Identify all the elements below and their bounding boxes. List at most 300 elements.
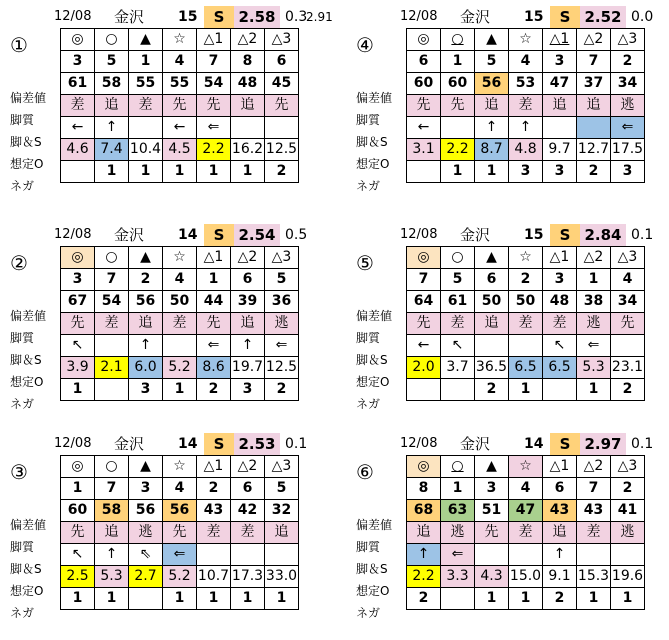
table-row	[407, 357, 645, 379]
mark-cell: ▲	[129, 456, 163, 478]
odds-cell: 2.2	[441, 139, 475, 161]
table-row	[407, 51, 645, 73]
mark-cell: ☆	[509, 247, 543, 269]
race-header	[4, 6, 333, 28]
table-row	[61, 73, 299, 95]
table-row	[61, 379, 299, 401]
table-row	[407, 478, 645, 500]
leg-s-cell: ←	[407, 335, 441, 357]
label-style: 脚質	[356, 113, 381, 127]
leg-s-cell	[577, 544, 611, 566]
deviation-cell: 58	[95, 73, 129, 95]
odds-cell: 3.9	[61, 357, 95, 379]
race-grade: S	[204, 6, 234, 28]
mark-cell: △1	[543, 247, 577, 269]
odds-cell: 33.0	[265, 566, 299, 588]
mark-cell: ○	[441, 247, 475, 269]
nega-cell	[407, 161, 441, 183]
horse-number-cell: 8	[407, 478, 441, 500]
table-row	[61, 95, 299, 117]
odds-cell: 36.5	[475, 357, 509, 379]
label-leg-s: 脚＆S	[356, 135, 388, 149]
runner-count: 14	[178, 436, 198, 452]
deviation-cell: 56	[475, 73, 509, 95]
odds-cell: 6.0	[129, 357, 163, 379]
deviation-cell: 43	[543, 500, 577, 522]
nega-cell: 3	[129, 379, 163, 401]
mark-cell: △2	[577, 29, 611, 51]
label-deviation: 偏差値	[10, 91, 47, 105]
table-row	[61, 291, 299, 313]
leg-s-cell	[95, 335, 129, 357]
mark-cell: ○	[95, 247, 129, 269]
race-venue: 金沢	[114, 8, 145, 26]
mark-cell: ▲	[129, 247, 163, 269]
leg-s-cell	[163, 335, 197, 357]
mark-cell: △3	[611, 247, 645, 269]
odds-cell: 9.1	[543, 566, 577, 588]
table-row	[61, 51, 299, 73]
style-cell: 追	[475, 313, 509, 335]
leg-s-cell: ←	[61, 117, 95, 139]
nega-cell	[441, 379, 475, 401]
label-leg-s: 脚＆S	[356, 562, 388, 576]
mark-cell: △2	[231, 456, 265, 478]
odds-cell: 5.2	[163, 566, 197, 588]
leg-s-cell: ⇐	[441, 544, 475, 566]
mark-cell: △1	[197, 456, 231, 478]
leg-s-cell: ↑	[475, 117, 509, 139]
deviation-cell: 34	[611, 291, 645, 313]
horse-number-cell: 2	[611, 478, 645, 500]
table-row	[61, 269, 299, 291]
odds-cell: 2.1	[95, 357, 129, 379]
mark-cell: △3	[265, 29, 299, 51]
horse-number-cell: 7	[407, 269, 441, 291]
label-style: 脚質	[10, 113, 35, 127]
label-odds: 想定O	[10, 584, 44, 598]
table-row	[407, 588, 645, 610]
horse-number-cell: 1	[129, 51, 163, 73]
nega-cell	[129, 588, 163, 610]
leg-s-cell	[509, 335, 543, 357]
nega-cell: 3	[509, 161, 543, 183]
odds-cell: 23.1	[611, 357, 645, 379]
leg-s-cell	[611, 544, 645, 566]
nega-cell: 2	[543, 588, 577, 610]
horse-number-cell: 6	[231, 269, 265, 291]
odds-cell: 4.6	[61, 139, 95, 161]
table-row	[61, 500, 299, 522]
race-diff: 0.1	[631, 436, 654, 452]
odds-cell: 5.3	[95, 566, 129, 588]
table-row	[407, 29, 645, 51]
style-cell: 追	[95, 522, 129, 544]
mark-cell: △1	[543, 29, 577, 51]
race-diff: 0.5	[285, 227, 308, 243]
nega-cell: 1	[231, 588, 265, 610]
style-cell: 逃	[129, 522, 163, 544]
race-grade: S	[550, 433, 580, 455]
race-score: 2.84	[580, 224, 626, 246]
deviation-cell: 37	[577, 73, 611, 95]
horse-number-cell: 6	[231, 478, 265, 500]
nega-cell: 1	[197, 588, 231, 610]
table-row	[407, 269, 645, 291]
race-panel-5	[350, 224, 669, 422]
leg-s-cell: ⇐	[611, 117, 645, 139]
table-row	[61, 335, 299, 357]
leg-s-cell: ↖	[543, 335, 577, 357]
odds-cell: 19.7	[231, 357, 265, 379]
mark-cell: △2	[231, 29, 265, 51]
style-cell: 先	[441, 95, 475, 117]
runner-count: 14	[178, 227, 198, 243]
race-table	[60, 28, 299, 183]
style-cell: 差	[509, 313, 543, 335]
horse-number-cell: 7	[197, 51, 231, 73]
leg-s-cell	[611, 335, 645, 357]
odds-cell: 2.0	[407, 357, 441, 379]
table-row	[407, 379, 645, 401]
nega-cell: 2	[407, 588, 441, 610]
race-diff: 0.0	[631, 9, 654, 25]
nega-cell: 1	[231, 161, 265, 183]
horse-number-cell: 3	[543, 269, 577, 291]
leg-s-cell	[441, 117, 475, 139]
style-cell: 追	[475, 95, 509, 117]
deviation-cell: 39	[231, 291, 265, 313]
race-grade: S	[204, 433, 234, 455]
nega-cell: 2	[265, 161, 299, 183]
horse-number-cell: 4	[509, 51, 543, 73]
mark-cell: △1	[543, 456, 577, 478]
label-odds: 想定O	[356, 584, 390, 598]
deviation-cell: 54	[95, 291, 129, 313]
mark-cell: △2	[231, 247, 265, 269]
horse-number-cell: 1	[61, 478, 95, 500]
horse-number-cell: 4	[163, 478, 197, 500]
deviation-cell: 60	[407, 73, 441, 95]
label-deviation: 偏差値	[10, 518, 47, 532]
nega-cell	[61, 161, 95, 183]
horse-number-cell: 7	[577, 478, 611, 500]
mark-cell: △3	[265, 456, 299, 478]
table-row	[61, 313, 299, 335]
style-cell: 差	[441, 313, 475, 335]
runner-count: 15	[178, 9, 198, 25]
race-panel-4	[350, 6, 669, 204]
odds-cell: 5.3	[577, 357, 611, 379]
label-style: 脚質	[10, 331, 35, 345]
deviation-cell: 44	[197, 291, 231, 313]
style-cell: 先	[475, 522, 509, 544]
horse-number-cell: 2	[197, 478, 231, 500]
label-nega: ネガ	[356, 179, 381, 193]
nega-cell: 1	[509, 588, 543, 610]
deviation-cell: 51	[475, 500, 509, 522]
race-header	[350, 6, 669, 28]
style-cell: 差	[129, 95, 163, 117]
horse-number-cell: 7	[95, 269, 129, 291]
table-row	[407, 139, 645, 161]
label-nega: ネガ	[356, 397, 381, 411]
race-diff: 0.1	[285, 436, 308, 452]
mark-cell: ○	[441, 456, 475, 478]
horse-number-cell: 6	[407, 51, 441, 73]
table-row	[407, 522, 645, 544]
nega-cell	[95, 379, 129, 401]
mark-cell: ◎	[407, 29, 441, 51]
odds-cell: 9.7	[543, 139, 577, 161]
table-row	[61, 161, 299, 183]
mark-cell: △1	[197, 247, 231, 269]
deviation-cell: 50	[509, 291, 543, 313]
deviation-cell: 36	[265, 291, 299, 313]
nega-cell: 1	[129, 161, 163, 183]
horse-number-cell: 3	[61, 269, 95, 291]
table-row	[407, 313, 645, 335]
runner-count: 15	[524, 9, 544, 25]
odds-cell: 3.7	[441, 357, 475, 379]
nega-cell: 2	[265, 379, 299, 401]
odds-cell: 10.7	[197, 566, 231, 588]
table-row	[407, 161, 645, 183]
leg-s-cell: ⇐	[577, 335, 611, 357]
horse-number-cell: 5	[265, 269, 299, 291]
style-cell: 逃	[441, 522, 475, 544]
odds-cell: 3.3	[441, 566, 475, 588]
odds-cell: 8.6	[197, 357, 231, 379]
odds-cell: 4.3	[475, 566, 509, 588]
horse-number-cell: 5	[441, 269, 475, 291]
deviation-cell: 67	[61, 291, 95, 313]
race-venue: 金沢	[460, 8, 491, 26]
nega-cell: 2	[611, 379, 645, 401]
style-cell: 差	[509, 522, 543, 544]
label-nega: ネガ	[10, 397, 35, 411]
mark-cell: ▲	[129, 29, 163, 51]
table-row	[61, 139, 299, 161]
label-deviation: 偏差値	[356, 518, 393, 532]
leg-s-cell	[543, 117, 577, 139]
leg-s-cell	[129, 117, 163, 139]
mark-cell: ▲	[475, 456, 509, 478]
style-cell: 差	[509, 95, 543, 117]
race-table	[60, 246, 299, 401]
mark-cell: ☆	[163, 456, 197, 478]
race-panel-6	[350, 433, 669, 631]
table-row	[407, 456, 645, 478]
table-row	[61, 522, 299, 544]
deviation-cell: 45	[265, 73, 299, 95]
leg-s-cell	[475, 335, 509, 357]
race-grade: S	[550, 224, 580, 246]
style-cell: 追	[129, 313, 163, 335]
deviation-cell: 60	[61, 500, 95, 522]
label-odds: 想定O	[10, 157, 44, 171]
leg-s-cell: ⇐	[197, 335, 231, 357]
odds-cell: 2.7	[129, 566, 163, 588]
race-panel-2	[4, 224, 324, 422]
deviation-cell: 55	[129, 73, 163, 95]
horse-number-cell: 2	[509, 269, 543, 291]
race-venue: 金沢	[460, 226, 491, 244]
table-row	[407, 117, 645, 139]
race-table	[60, 455, 299, 610]
style-cell: 先	[407, 313, 441, 335]
style-cell: 追	[231, 95, 265, 117]
leg-s-cell: ↑	[95, 117, 129, 139]
deviation-cell: 68	[407, 500, 441, 522]
odds-cell: 10.4	[129, 139, 163, 161]
nega-cell: 1	[95, 588, 129, 610]
race-score: 2.53	[234, 433, 280, 455]
race-date: 12/08	[400, 227, 438, 242]
leg-s-cell	[509, 544, 543, 566]
table-row	[61, 357, 299, 379]
label-style: 脚質	[10, 540, 35, 554]
style-cell: 先	[197, 95, 231, 117]
nega-cell: 1	[441, 161, 475, 183]
race-score: 2.52	[580, 6, 626, 28]
deviation-cell: 43	[197, 500, 231, 522]
mark-cell: ▲	[475, 29, 509, 51]
nega-cell: 1	[611, 588, 645, 610]
label-odds: 想定O	[356, 157, 390, 171]
horse-number-cell: 8	[231, 51, 265, 73]
deviation-cell: 53	[509, 73, 543, 95]
leg-s-cell: ⇖	[129, 544, 163, 566]
label-nega: ネガ	[10, 606, 35, 620]
mark-cell: △3	[611, 456, 645, 478]
nega-cell: 3	[231, 379, 265, 401]
leg-s-cell: ↑	[509, 117, 543, 139]
horse-number-cell: 1	[197, 269, 231, 291]
style-cell: 逃	[611, 95, 645, 117]
race-number: ⑥	[356, 460, 374, 484]
nega-cell	[543, 379, 577, 401]
table-row	[407, 73, 645, 95]
label-style: 脚質	[356, 540, 381, 554]
label-leg-s: 脚＆S	[356, 353, 388, 367]
label-deviation: 偏差値	[10, 309, 47, 323]
style-cell: 逃	[611, 522, 645, 544]
table-row	[61, 588, 299, 610]
nega-cell: 1	[163, 379, 197, 401]
style-cell: 差	[163, 313, 197, 335]
nega-cell: 1	[577, 379, 611, 401]
deviation-cell: 47	[509, 500, 543, 522]
race-extra: 2.91	[306, 10, 333, 24]
mark-cell: ◎	[61, 456, 95, 478]
style-cell: 差	[577, 522, 611, 544]
mark-cell: △2	[577, 247, 611, 269]
nega-cell: 2	[197, 379, 231, 401]
mark-cell: ☆	[163, 247, 197, 269]
odds-cell: 2.2	[197, 139, 231, 161]
style-cell: 追	[543, 522, 577, 544]
leg-s-cell: ↖	[61, 335, 95, 357]
odds-cell: 6.5	[543, 357, 577, 379]
odds-cell: 8.7	[475, 139, 509, 161]
deviation-cell: 41	[611, 500, 645, 522]
odds-cell: 12.5	[265, 139, 299, 161]
nega-cell: 1	[475, 588, 509, 610]
race-diff: 0.3	[285, 9, 308, 25]
style-cell: 差	[231, 522, 265, 544]
deviation-cell: 48	[231, 73, 265, 95]
horse-number-cell: 5	[265, 478, 299, 500]
label-leg-s: 脚＆S	[10, 562, 42, 576]
race-number: ③	[10, 460, 28, 484]
nega-cell: 1	[509, 379, 543, 401]
deviation-cell: 60	[441, 73, 475, 95]
leg-s-cell: ⇐	[197, 117, 231, 139]
odds-cell: 6.5	[509, 357, 543, 379]
leg-s-cell	[231, 117, 265, 139]
mark-cell: ◎	[61, 247, 95, 269]
odds-cell: 4.8	[509, 139, 543, 161]
table-row	[61, 29, 299, 51]
race-panel-1	[4, 6, 333, 204]
style-cell: 追	[577, 95, 611, 117]
label-style: 脚質	[356, 331, 381, 345]
deviation-cell: 56	[129, 500, 163, 522]
deviation-cell: 55	[163, 73, 197, 95]
horse-number-cell: 3	[61, 51, 95, 73]
table-row	[61, 544, 299, 566]
leg-s-cell: ↑	[543, 544, 577, 566]
table-row	[407, 291, 645, 313]
race-venue: 金沢	[460, 435, 491, 453]
leg-s-cell	[265, 544, 299, 566]
horse-number-cell: 2	[129, 269, 163, 291]
mark-cell: ▲	[475, 247, 509, 269]
race-diff: 0.1	[631, 227, 654, 243]
horse-number-cell: 3	[475, 478, 509, 500]
race-date: 12/08	[400, 9, 438, 24]
mark-cell: △3	[265, 247, 299, 269]
leg-s-cell: ⇐	[265, 335, 299, 357]
leg-s-cell: ↖	[61, 544, 95, 566]
horse-number-cell: 3	[129, 478, 163, 500]
mark-cell: ○	[95, 456, 129, 478]
style-cell: 先	[197, 313, 231, 335]
mark-cell: ☆	[163, 29, 197, 51]
race-header	[4, 433, 324, 455]
odds-cell: 5.2	[163, 357, 197, 379]
race-venue: 金沢	[114, 226, 145, 244]
label-leg-s: 脚＆S	[10, 135, 42, 149]
deviation-cell: 56	[163, 500, 197, 522]
leg-s-cell: ↖	[441, 335, 475, 357]
table-row	[407, 500, 645, 522]
race-date: 12/08	[54, 436, 92, 451]
deviation-cell: 64	[407, 291, 441, 313]
nega-cell	[407, 379, 441, 401]
nega-cell: 2	[577, 161, 611, 183]
race-date: 12/08	[400, 436, 438, 451]
deviation-cell: 50	[475, 291, 509, 313]
table-row	[407, 566, 645, 588]
style-cell: 逃	[265, 313, 299, 335]
leg-s-cell	[265, 117, 299, 139]
nega-cell: 1	[577, 588, 611, 610]
nega-cell: 3	[611, 161, 645, 183]
race-table	[406, 455, 645, 610]
deviation-cell: 54	[197, 73, 231, 95]
